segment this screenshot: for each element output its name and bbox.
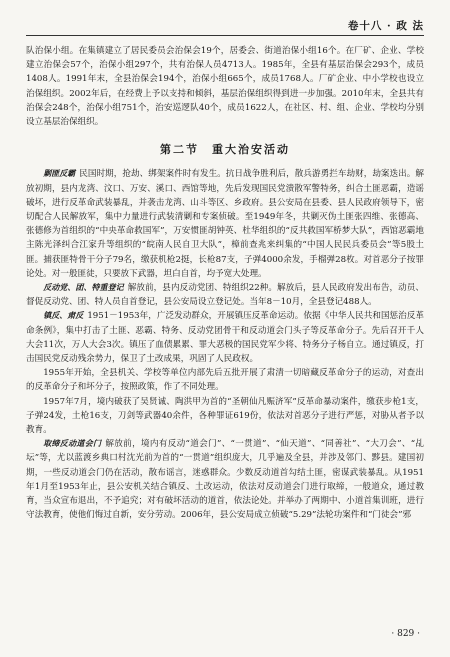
paragraph-text: 1955年开始，全县机关、学校等单位内部先后五批开展了肃清一切暗藏反革命分子的运动，对查出的反革命分子和坏分子，按照政策，作了不同处理。 — [26, 368, 424, 393]
chapter-title: 卷十八 · 政 法 — [347, 20, 424, 32]
paragraph-lead: 剿匪反霸 — [43, 169, 76, 179]
paragraph-text: 1951－1953年，广泛发动群众，开展镇压反革命运动。依据《中华人民共和国惩治反革命条例》，集中打击了土匪、恶霸、特务、反动党团骨干和反动道会门头子等反革命分子。先后召开千人大会11次，万人大会3次。镇压了血债累累、罪大恶极的国民党军少将、特务分子杨自立。通过镇反，打击国民党反动残余势力，保卫了土改成果，巩固了人民政权。 — [26, 311, 425, 365]
section-title: 第二节 重大治安活动 — [160, 143, 290, 157]
paragraph-text: 解放前，县内反动党团、特组织22种。解放后，县人民政府发出布告，动员、督促反动党、团、特人员自首登记，县公安局设立登记处。当年8－10月，全县登记488人。 — [26, 283, 425, 308]
intro-paragraph: 队治保小组。在集镇建立了居民委员会治保会19个，居委会、街道治保小组16个。在厂矿、企业、学校建立治保会57个，治保小组297个，共有治保人员4713人。1985年，全县有基层治保会293个，成员1408人。1991年末，全县治保会194个，治保小组665个，成员1768人。厂矿企业、中小学校也设立治保组织。2002年后，在经费上予以支持和倾斜，基层治保组织得到进一步加强。2010年末，全县共有治保会248个，治保小组751个，治安巡逻队40个，成员1622人，在社区、村、组、企业、学校均分别设立基层治保组织。 — [26, 46, 424, 128]
paragraph-text: 1957年7月，境内破获了吴贤诚、陶洪甲为首的“圣朝仙凡赈济军”反革命暴动案件，缴获步枪1支，子弹24发，土枪16支，刀剑等武器40余件，各种罪证619份，依法对首恶分子进行严惩，对胁从者予以教育。 — [26, 396, 424, 436]
page-header — [26, 18, 424, 36]
paragraph-lead: 反动党、团、特重登记 — [43, 283, 124, 293]
paragraph-lead: 镇反、肃反 — [43, 311, 84, 321]
paragraph-counter-revolution — [26, 309, 424, 366]
paragraph-lead: 取缔反动道会门 — [43, 439, 102, 449]
paragraph-text: 解放前，境内有反动“道会门”、“一贯道”、“仙天道”、“同善社”、“大刀会”、“乩坛”等，尤以蓝渡乡典口村沈光前为首的“一贯道”组织庞大，几乎遍及全县，并涉及邻门、黟县。建国初期，一些反动道会门仍在活动，散布谣言，迷惑群众。少数反动道首勾结土匪，密谋武装暴乱。从1951年1月至1953年止，县公安机关结合镇反、土改运动，依法对反动道会门进行取缔，一般道众，通过教育，当众宣布退出，不予追究；对有破坏活动的道首，依法论处。并举办了两期中、小道首集训班，进行守法教育，使他们悔过自新，安分劳动。2006年，县公安局成立侦破“5.29”法轮功案件和“门徒会”邪 — [26, 439, 424, 521]
paragraph-1957 — [26, 395, 424, 438]
paragraph-registration — [26, 281, 424, 309]
paragraph-ban-sects — [26, 437, 424, 522]
paragraph-1955 — [26, 366, 424, 394]
page-body — [26, 44, 424, 523]
paragraph-bandit-suppression — [26, 167, 424, 281]
header-rule — [26, 35, 424, 36]
paragraph-text: 民国时期，抢劫、绑架案件时有发生。抗日战争胜利后，散兵游勇拦车劫财，劫案迭出。解放初期，县内龙湾、汶口、万安、溪口、西馆等地，先后发现国民党溃散军警特务，纠合土匪恶霸，造谣破坏，进行反革命武装暴乱，并袭击龙湾、山斗等区、乡政府。县公安局在县委、县人民政府领导下，密切配合人民解放军，集中力量进行武装清剿和专案侦破。至1949年冬，共剿灭伪土匪张四维、张德高、张德修为首组织的“中央革命救国军”，万安惯匪胡钟英、杜华组织的“反共救国军桥梦大队”，西馆恶霸地主陈光泽纠合江家升等组织的“皖南人民自卫大队”，樟前查兆来纠集的“中国人民民兵委员会”等5股土匪。捕获匪特骨干分子79名，缴获机枪2挺，长枪87支，子弹4000余发，手榴弹28枚。对首恶分子按罪论处。对一般匪徒，只要放下武器，坦白自首，均予宽大处理。 — [26, 169, 424, 279]
page-number: · 829 · — [391, 629, 420, 639]
